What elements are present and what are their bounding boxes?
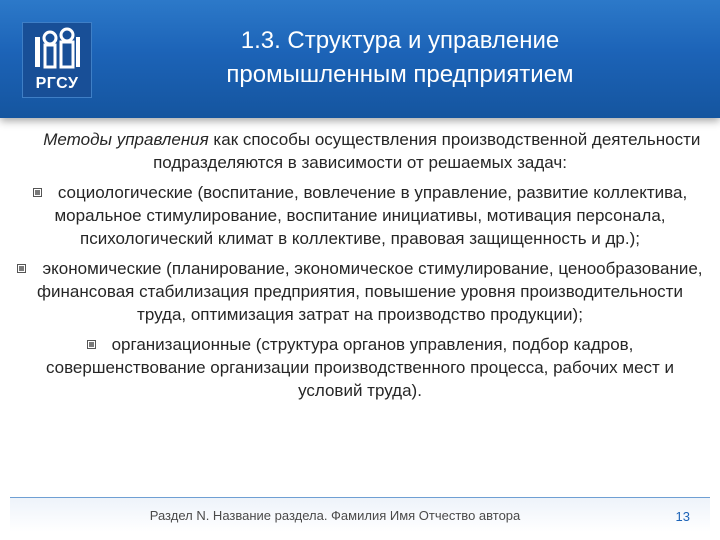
intro-text: как способы осуществления производственной деятельности подразделяются в зависимости от решаемых задач: [153,130,701,172]
header-bar [0,0,720,118]
title-line-2: промышленным предприятием [226,61,574,88]
list-item-text: экономические (планирование, экономическое стимулирование, ценообразование, финансовая стабилизация предприятия, повышение уровня производительности труда, оптимизация затрат на производство продукции); [37,259,703,324]
title-line-1: 1.3. Структура и управление [240,27,560,54]
list-item-text: социологические (воспитание, вовлечение в управление, развитие коллектива, моральное стимулирование, воспитание инициативы, мотивация персонала, психологический климат в коллективе, правовая защищенность и др.); [54,183,688,248]
list-item [14,333,706,402]
rgsu-logo [22,22,92,98]
page-title [120,24,680,92]
footer-bar [10,497,710,532]
page-number: 13 [675,509,690,524]
square-bullet-icon [17,264,26,273]
list-item-text: организационные (структура органов управления, подбор кадров, совершенствование организации производственного процесса, рабочих мест и условий труда). [45,335,675,400]
list-item [14,181,706,250]
square-bullet-icon [33,188,42,197]
square-bullet-icon [87,340,96,349]
intro-paragraph [14,128,706,174]
list-item [14,257,706,326]
intro-emphasis: Методы управления [43,130,209,149]
main-content [14,128,706,409]
footer-text: Раздел N. Название раздела. Фамилия Имя Отчество автора [149,508,521,523]
logo-text: РГСУ [35,75,79,92]
